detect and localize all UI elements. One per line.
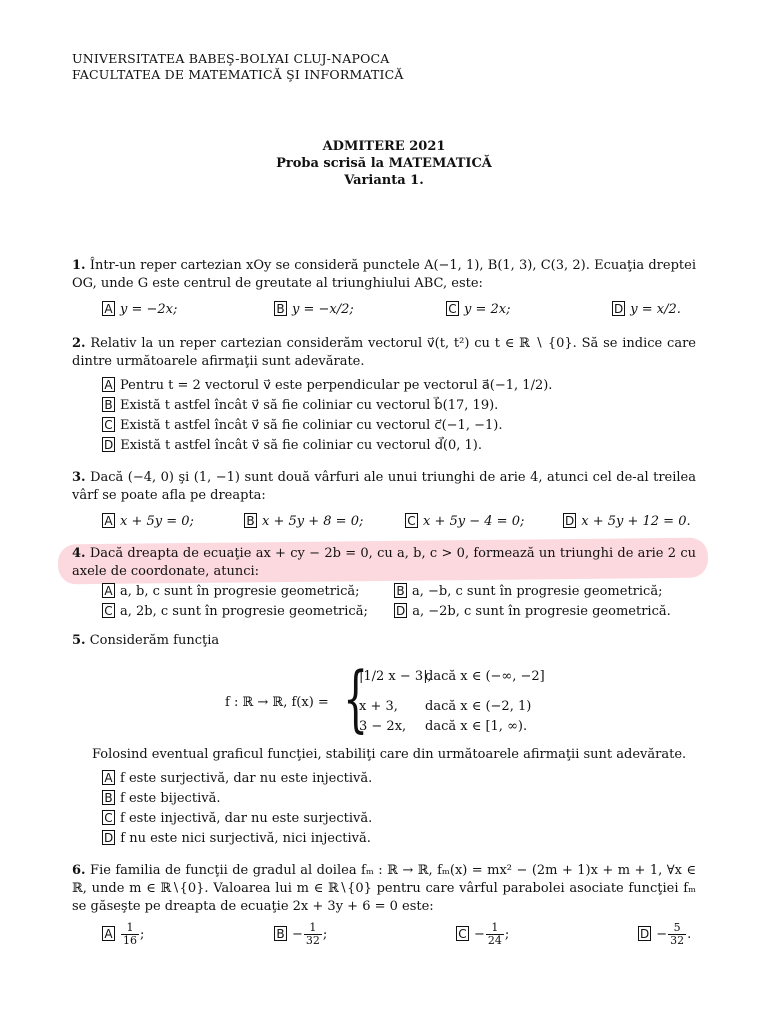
option-letter-box: A — [102, 926, 115, 941]
university-header — [72, 51, 404, 83]
function-definition-lhs: f : ℝ → ℝ, f(x) = — [225, 695, 329, 710]
question-1 — [72, 257, 696, 319]
title-line-2: Proba scrisă la MATEMATICĂ — [276, 156, 492, 171]
fraction-denominator: 32 — [305, 933, 320, 947]
option-letter-box: B — [274, 301, 287, 316]
question-1-stem — [72, 257, 696, 293]
option-end: . — [687, 926, 692, 942]
question-1-number: 1. — [72, 258, 86, 273]
option-text: y = x/2. — [630, 301, 681, 317]
option-text: f nu este nici surjectivă, nici injectivă. — [120, 830, 371, 846]
option-text: a, 2b, c sunt în progresie geometrică; — [120, 603, 368, 619]
option-b[interactable] — [102, 790, 696, 808]
option-text: y = 2x; — [464, 301, 511, 317]
fraction-denominator: 32 — [670, 933, 685, 947]
fraction-denominator: 16 — [123, 933, 137, 947]
option-end: ; — [504, 926, 510, 942]
option-fraction — [304, 922, 322, 947]
fraction-numerator: 1 — [486, 922, 504, 935]
university-name: UNIVERSITATEA BABEŞ-BOLYAI CLUJ-NAPOCA — [72, 51, 390, 66]
option-c[interactable] — [102, 417, 696, 435]
option-text: Există t astfel încât v⃗ să fie coliniar cu vectorul b⃗(17, 19). — [120, 397, 499, 413]
option-end: ; — [322, 926, 328, 942]
option-letter-box: C — [102, 603, 115, 618]
option-text: Pentru t = 2 vectorul v⃗ este perpendicular pe vectorul a⃗(−1, 1/2). — [120, 377, 553, 393]
question-4 — [72, 545, 696, 621]
question-5-stem — [72, 632, 696, 650]
case-2-expr: x + 3, — [359, 699, 398, 714]
option-a[interactable] — [102, 583, 394, 601]
option-letter-box: D — [104, 830, 114, 845]
option-text: a, −b, c sunt în progresie geometrică; — [412, 583, 663, 599]
question-5-prompt: Folosind eventual graficul funcţiei, stabiliţi care din următoarele afirmaţii sunt adevărate. — [92, 747, 687, 762]
option-sign: − — [656, 926, 668, 942]
option-letter-box: D — [614, 301, 624, 316]
question-6-text: Fie familia de funcţii de gradul al doilea fₘ : ℝ → ℝ, fₘ(x) = mx² − (2m + 1)x + m + 1, ∀x ∈ ℝ, unde m ∈ ℝ∖{0}. Valoarea lui m ∈ ℝ∖{0} pentru care vârful parabolei asociate funcţiei fₘ se găseşte pe dreapta de ecuaţie 2x + 3y + 6 = 0 este: — [72, 863, 697, 914]
cases-brace: { — [343, 656, 369, 740]
question-2-text: Relativ la un reper cartezian considerăm vectorul v⃗(t, t²) cu t ∈ ℝ ∖ {0}. Să se indice care dintre următoarele afirmaţii sunt adevărate. — [72, 336, 696, 369]
option-d[interactable] — [612, 301, 681, 319]
option-c[interactable] — [102, 810, 696, 828]
question-4-options — [102, 583, 696, 621]
faculty-name: FACULTATEA DE MATEMATICĂ ŞI INFORMATICĂ — [72, 67, 404, 82]
question-2-stem — [72, 335, 696, 371]
question-5-text: Considerăm funcţia — [89, 633, 220, 648]
option-letter-box: C — [102, 810, 115, 825]
question-5 — [72, 632, 696, 650]
option-letter-box: B — [244, 513, 257, 528]
case-1-cond: dacă x ∈ (−∞, −2] — [425, 669, 545, 684]
question-3 — [72, 469, 696, 531]
option-letter-box: A — [102, 377, 115, 392]
option-letter-box: A — [102, 301, 115, 316]
option-letter-box: A — [102, 513, 115, 528]
option-letter-box: C — [446, 301, 459, 316]
question-4-number: 4. — [72, 546, 86, 561]
case-3-cond: dacă x ∈ [1, ∞). — [425, 719, 528, 734]
option-sign: − — [292, 926, 303, 942]
option-text: x + 5y + 8 = 0; — [262, 513, 364, 529]
option-text: y = −x/2; — [292, 301, 354, 317]
option-d[interactable] — [394, 603, 694, 621]
option-end: ; — [140, 926, 145, 942]
option-text: x + 5y + 12 = 0. — [581, 513, 691, 529]
option-text: Există t astfel încât v⃗ să fie coliniar cu vectorul d⃗(0, 1). — [120, 437, 483, 453]
question-3-text: Dacă (−4, 0) şi (1, −1) sunt două vârfuri ale unui triunghi de arie 4, atunci cel de-al treilea vârf se poate afla pe dreapta: — [72, 470, 696, 503]
option-text: Există t astfel încât v⃗ să fie coliniar cu vectorul c⃗(−1, −1). — [120, 417, 503, 433]
option-d[interactable] — [638, 922, 691, 947]
question-4-text: Dacă dreapta de ecuaţie ax + cy − 2b = 0, cu a, b, c > 0, formează un triunghi de arie 2 cu axele de coordonate, atunci: — [72, 546, 697, 579]
fraction-numerator: 1 — [121, 922, 139, 935]
question-4-stem — [72, 545, 696, 581]
option-fraction — [486, 922, 504, 947]
exam-title — [0, 138, 768, 189]
question-2 — [72, 335, 696, 457]
fraction-denominator: 24 — [487, 933, 502, 947]
question-3-number: 3. — [72, 470, 86, 485]
question-6-options — [102, 922, 696, 947]
question-1-text: Într-un reper cartezian xOy se consideră punctele A(−1, 1), B(1, 3), C(3, 2). Ecuaţia dreptei OG, unde G este centrul de greutate al triunghiului ABC, este: — [72, 258, 696, 291]
option-a[interactable] — [102, 301, 274, 319]
option-fraction — [668, 922, 686, 947]
option-b[interactable] — [394, 583, 694, 601]
option-d[interactable] — [102, 437, 696, 455]
question-2-number: 2. — [72, 336, 86, 351]
case-3-expr: 3 − 2x, — [359, 719, 407, 734]
question-6-stem — [72, 862, 696, 916]
question-2-options — [102, 377, 696, 455]
option-text: f este bijectivă. — [120, 790, 221, 806]
question-3-stem — [72, 469, 696, 505]
option-b[interactable] — [102, 397, 696, 415]
option-letter-box: C — [405, 513, 418, 528]
option-letter-box: D — [565, 513, 575, 528]
question-6 — [72, 862, 696, 947]
question-5-options — [102, 770, 696, 848]
option-letter-box: B — [274, 926, 287, 941]
case-1-expr: |1/2 x − 3|, — [359, 669, 432, 684]
title-line-3: Varianta 1. — [344, 173, 424, 188]
question-6-number: 6. — [72, 863, 86, 878]
option-text: a, −2b, c sunt în progresie geometrică. — [412, 603, 671, 619]
title-line-1: ADMITERE 2021 — [322, 139, 446, 154]
question-3-options — [102, 513, 696, 531]
option-letter-box: C — [102, 417, 115, 432]
question-5-body — [72, 746, 696, 850]
option-letter-box: B — [394, 583, 407, 598]
case-2-cond: dacă x ∈ (−2, 1) — [425, 699, 532, 714]
option-c[interactable] — [446, 301, 612, 319]
option-text: f este surjectivă, dar nu este injectivă. — [120, 770, 373, 786]
option-letter-box: D — [640, 926, 650, 941]
option-text: y = −2x; — [120, 301, 178, 317]
option-text: f este injectivă, dar nu este surjectivă. — [120, 810, 373, 826]
option-letter-box: A — [102, 583, 115, 598]
option-letter-box: D — [396, 603, 406, 618]
option-sign: − — [474, 926, 485, 942]
fraction-numerator: 5 — [668, 922, 686, 935]
option-text: x + 5y = 0; — [120, 513, 194, 529]
question-5-number: 5. — [72, 633, 86, 648]
option-letter-box: C — [456, 926, 469, 941]
option-letter-box: B — [102, 397, 115, 412]
option-letter-box: A — [102, 770, 115, 785]
option-a[interactable] — [102, 770, 696, 788]
option-a[interactable] — [102, 513, 244, 531]
option-letter-box: B — [102, 790, 115, 805]
option-c[interactable] — [456, 922, 638, 947]
option-c[interactable] — [405, 513, 563, 531]
option-fraction — [121, 922, 139, 947]
question-1-options — [102, 301, 696, 319]
option-d[interactable] — [563, 513, 691, 531]
option-b[interactable] — [274, 922, 456, 947]
fraction-numerator: 1 — [304, 922, 322, 935]
option-letter-box: D — [104, 437, 114, 452]
option-b[interactable] — [274, 301, 446, 319]
option-a[interactable] — [102, 377, 696, 395]
option-d[interactable] — [102, 830, 696, 848]
option-text: x + 5y − 4 = 0; — [423, 513, 525, 529]
option-text: a, b, c sunt în progresie geometrică; — [120, 583, 360, 599]
option-a[interactable] — [102, 922, 274, 947]
option-b[interactable] — [244, 513, 405, 531]
option-c[interactable] — [102, 603, 394, 621]
